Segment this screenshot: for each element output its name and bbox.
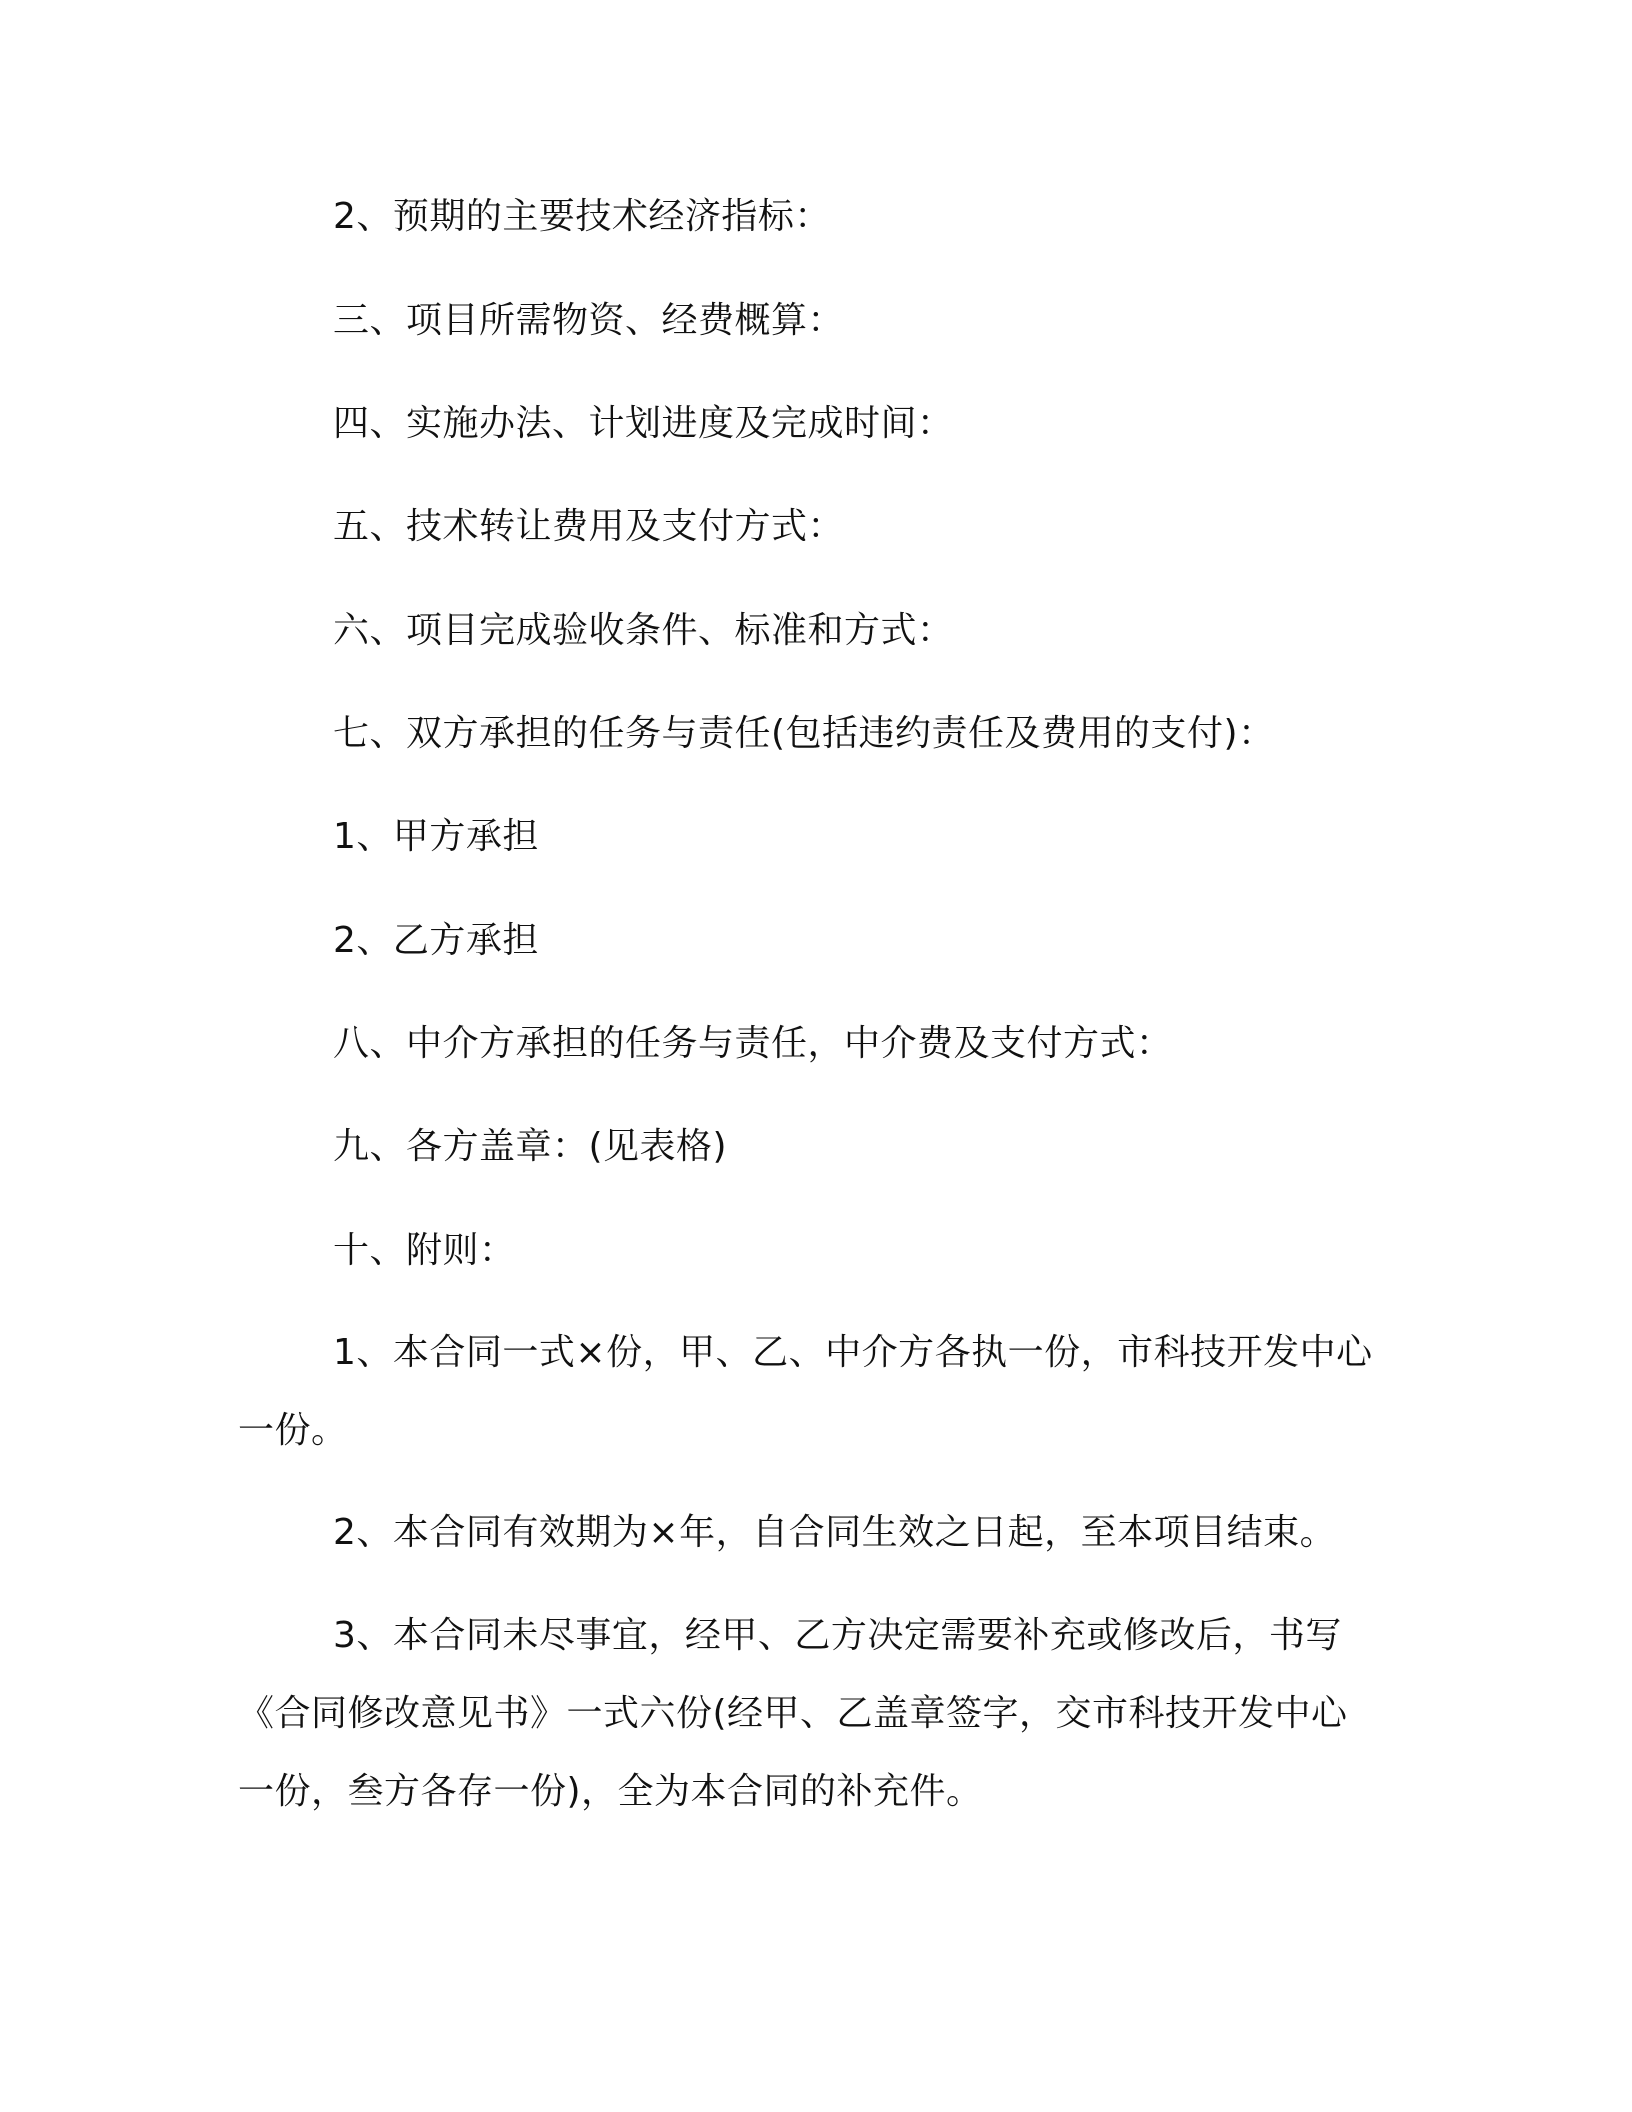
clause-4-implementation-schedule: 四、实施办法、计划进度及完成时间： (333, 403, 954, 444)
clause-10-supplementary: 十、附则： (333, 1230, 516, 1271)
clause-5-transfer-fee-payment: 五、技术转让费用及支付方式： (333, 506, 845, 547)
clause-8-intermediary-responsibilities: 八、中介方承担的任务与责任，中介费及支付方式： (333, 1023, 1173, 1064)
clause-3-materials-budget: 三、项目所需物资、经费概算： (333, 300, 845, 341)
supplementary-item-1: 1、本合同一式×份，甲、乙、中介方各执一份，市科技开发中心一份。 (238, 1332, 1373, 1451)
party-a-responsibilities: 1、甲方承担 (333, 816, 539, 857)
party-b-responsibilities: 2、乙方承担 (333, 920, 539, 961)
clause-2-technical-indicators: 2、预期的主要技术经济指标： (333, 196, 831, 237)
clause-7-responsibilities: 七、双方承担的任务与责任(包括违约责任及费用的支付)： (333, 713, 1275, 754)
clause-6-acceptance-criteria: 六、项目完成验收条件、标准和方式： (333, 610, 954, 651)
clause-9-seals: 九、各方盖章：(见表格) (333, 1126, 728, 1167)
supplementary-item-3: 3、本合同未尽事宜，经甲、乙方决定需要补充或修改后，书写《合同修改意见书》一式六份(经甲、乙盖章签字，交市科技开发中心一份，叁方各存一份)，全为本合同的补充件。 (238, 1615, 1348, 1812)
supplementary-item-2: 2、本合同有效期为×年，自合同生效之日起，至本项目结束。 (333, 1512, 1337, 1553)
